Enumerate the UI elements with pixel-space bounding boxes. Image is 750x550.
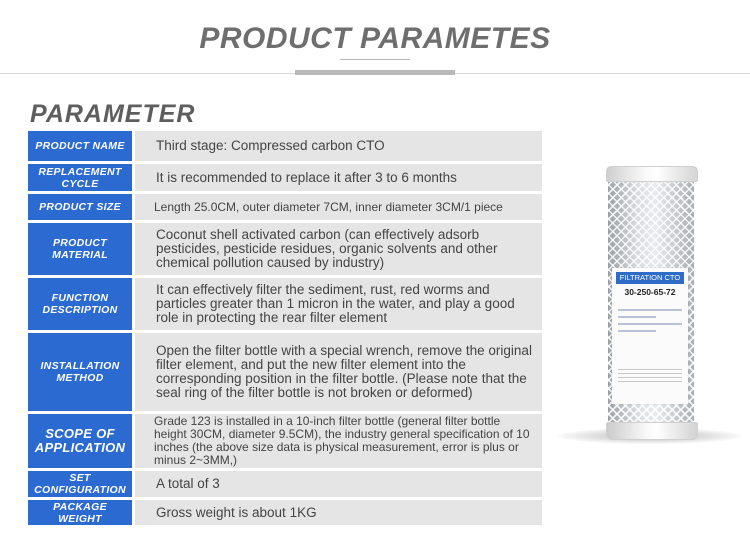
param-value: Gross weight is about 1KG (135, 498, 542, 526)
header-accent-line (340, 59, 410, 60)
param-row-set-configuration (28, 469, 542, 498)
param-value: Open the filter bottle with a special wrench, remove the original filter element, and put the new filter element into the corresponding position in the filter bottle. (Please note that the seal ring of the filter bottle is not broken or deformed) (135, 331, 542, 412)
param-row-package-weight (28, 498, 542, 526)
page-header (0, 0, 750, 80)
page-title: PRODUCT PARAMETES (199, 22, 551, 55)
param-label: SCOPE OF APPLICATION (28, 412, 132, 469)
filter-label-fine-print (618, 366, 682, 385)
filter-bottom-cap (606, 422, 698, 440)
param-value: A total of 3 (135, 469, 542, 498)
param-value: It can effectively filter the sediment, rust, red worms and particles greater than 1 micron in the water, and play a good role in protecting the rear filter element (135, 276, 542, 331)
param-label: PRODUCT SIZE (28, 192, 132, 221)
param-label: REPLACEMENT CYCLE (28, 162, 132, 192)
header-accent-bar (295, 70, 455, 75)
param-row-scope-of-application (28, 412, 542, 469)
filter-product-label (612, 268, 688, 404)
filter-label-brand: FILTRATION CTO (616, 272, 684, 284)
param-label: FUNCTION DESCRIPTION (28, 276, 132, 331)
param-row-product-size (28, 192, 542, 221)
filter-top-cap (606, 166, 698, 182)
param-value: It is recommended to replace it after 3 to 6 months (135, 162, 542, 192)
filter-cartridge-image (550, 160, 750, 460)
param-row-product-material (28, 221, 542, 276)
param-value: Grade 123 is installed in a 10-inch filter bottle (general filter bottle height 30CM, diameter 9.5CM), the industry general specification of 10 inches (the above size data is physical measurement, error is plus or minus 2~3MM,) (135, 412, 542, 469)
param-row-function-description (28, 276, 542, 331)
param-row-installation-method (28, 331, 542, 412)
param-label: PRODUCT NAME (28, 129, 132, 162)
param-value: Coconut shell activated carbon (can effectively adsorb pesticides, pesticide residues, organic solvents and other chemical pollution caused by industry) (135, 221, 542, 276)
section-title: PARAMETER (30, 100, 196, 128)
param-label: INSTALLATION METHOD (28, 331, 132, 412)
param-row-replacement-cycle (28, 162, 542, 192)
param-label: SET CONFIGURATION (28, 469, 132, 498)
param-value: Third stage: Compressed carbon CTO (135, 129, 542, 162)
param-row-product-name (28, 129, 542, 162)
filter-label-code: 30-250-65-72 (624, 287, 676, 297)
param-label: PACKAGE WEIGHT (28, 498, 132, 526)
filter-label-text-lines (618, 304, 682, 337)
param-label: PRODUCT MATERIAL (28, 221, 132, 276)
param-value: Length 25.0CM, outer diameter 7CM, inner diameter 3CM/1 piece (135, 192, 542, 221)
